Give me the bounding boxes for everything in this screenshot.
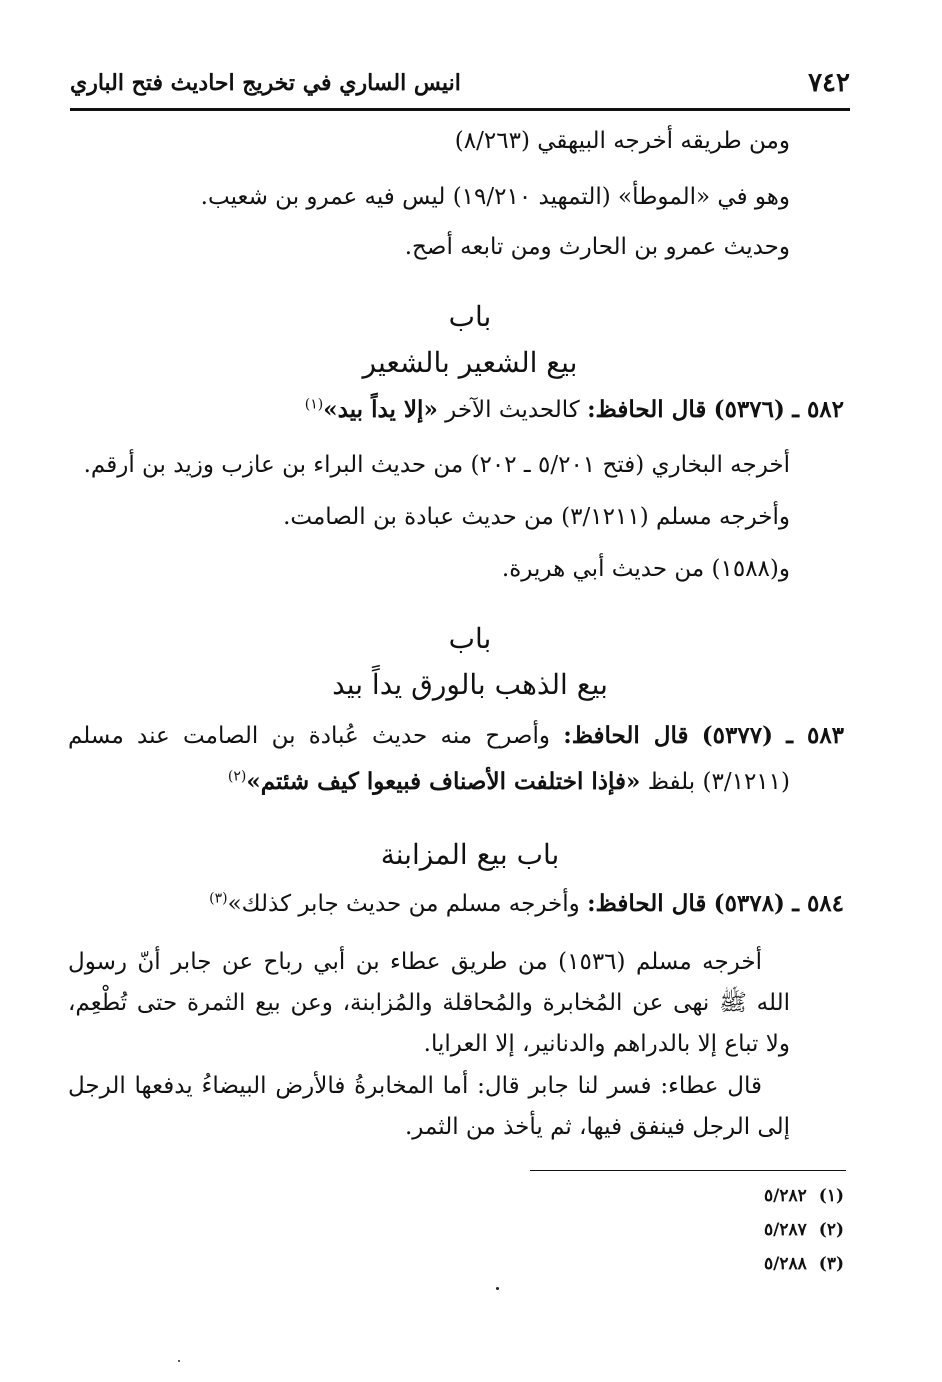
entry-number: ٥٨٢ ـ xyxy=(792,396,844,423)
chapter-title: باب بيع المزابنة xyxy=(380,838,560,871)
footnote-mark: (٢) xyxy=(818,1220,844,1240)
chapter-title: بيع الشعير بالشعير xyxy=(362,346,578,379)
footnote xyxy=(764,1220,844,1240)
intro-line: وهو في «الموطأ» (التمهيد ١٩/٢١٠) ليس فيه عمرو بن شعيب. xyxy=(200,184,790,210)
entry-584 xyxy=(209,890,844,919)
footnote xyxy=(764,1186,844,1206)
entry-label: قال الحافظ: xyxy=(563,722,689,749)
body-line: وأخرجه مسلم (٣/١٢١١) من حديث عبادة بن الصامت. xyxy=(283,504,790,530)
entry-text: كالحديث الآخر xyxy=(445,397,580,423)
page-header xyxy=(70,60,850,104)
footnote xyxy=(764,1254,844,1274)
entry-number: ٥٨٣ ـ xyxy=(786,722,845,749)
scan-speck xyxy=(496,1287,499,1290)
footnote-text: ٥/٢٨٨ xyxy=(764,1254,807,1274)
entry-ref: (٥٣٧٧) xyxy=(701,722,773,749)
paragraph: قال عطاء: فسر لنا جابر قال: أما المخابرةُ فالأرض البيضاءُ يدفعها الرجل إلى الرجل فينفق فيها، ثم يأخذ من الثمر. xyxy=(68,1073,790,1140)
intro-line: ومن طريقه أخرجه البيهقي (٨/٢٦٣) xyxy=(454,128,790,154)
entry-label: قال الحافظ: xyxy=(587,890,707,917)
entry-ref: (٥٣٧٨) xyxy=(713,890,785,917)
entry-ref: (٥٣٧٦) xyxy=(713,396,785,423)
footnote-ref: (٢) xyxy=(227,768,247,785)
footnote-text: ٥/٢٨٢ xyxy=(764,1186,807,1206)
page-number: ٧٤٢ xyxy=(808,68,850,98)
entry-text: وأصرح منه حديث عُبادة بن الصامت عند مسلم xyxy=(68,723,550,749)
chapter-label: باب xyxy=(448,300,492,333)
header-rule xyxy=(70,108,850,111)
footnote-ref: (١) xyxy=(304,396,324,413)
footnote-ref: (٣) xyxy=(209,890,228,907)
chapter-title: بيع الذهب بالورق يداً بيد xyxy=(332,668,608,701)
running-title: انيس الساري في تخريج احاديث فتح الباري xyxy=(70,70,461,96)
entry-label: قال الحافظ: xyxy=(587,396,707,423)
entry-cont: (٣/١٢١١) بلفظ xyxy=(647,769,790,795)
footnote-mark: (١) xyxy=(818,1186,844,1206)
entry-quote: «فإذا اختلفت الأصناف فبيعوا كيف شئتم» xyxy=(246,768,641,795)
entry-quote: «إلا يداً بيد» xyxy=(323,396,438,423)
chapter-label: باب xyxy=(448,622,492,655)
footnote-mark: (٣) xyxy=(818,1254,844,1274)
entry-582 xyxy=(305,396,844,425)
entry-text: وأخرجه مسلم من حديث جابر كذلك» xyxy=(227,891,580,917)
paragraph: أخرجه مسلم (١٥٣٦) من طريق عطاء بن أبي رباح عن جابر أنّ رسول الله ﷺ نهى عن المُخابرة والمُحاقلة والمُزابنة، وعن بيع الثمرة حتى تُطْعِم، ولا تباع إلا بالدراهم والدنانير، إلا العرايا. xyxy=(68,949,790,1057)
entry-number: ٥٨٤ ـ xyxy=(792,890,844,917)
entry-583 xyxy=(68,722,844,751)
footnote-rule xyxy=(530,1170,846,1171)
intro-line: وحديث عمرو بن الحارث ومن تابعه أصح. xyxy=(404,234,790,260)
body-line: و(١٥٨٨) من حديث أبي هريرة. xyxy=(501,556,790,582)
body-line: أخرجه البخاري (فتح ٥/٢٠١ ـ ٢٠٢) من حديث البراء بن عازب وزيد بن أرقم. xyxy=(83,452,790,478)
footnote-text: ٥/٢٨٧ xyxy=(764,1220,807,1240)
scan-speck xyxy=(178,1360,180,1362)
entry-583-continuation xyxy=(228,768,790,797)
